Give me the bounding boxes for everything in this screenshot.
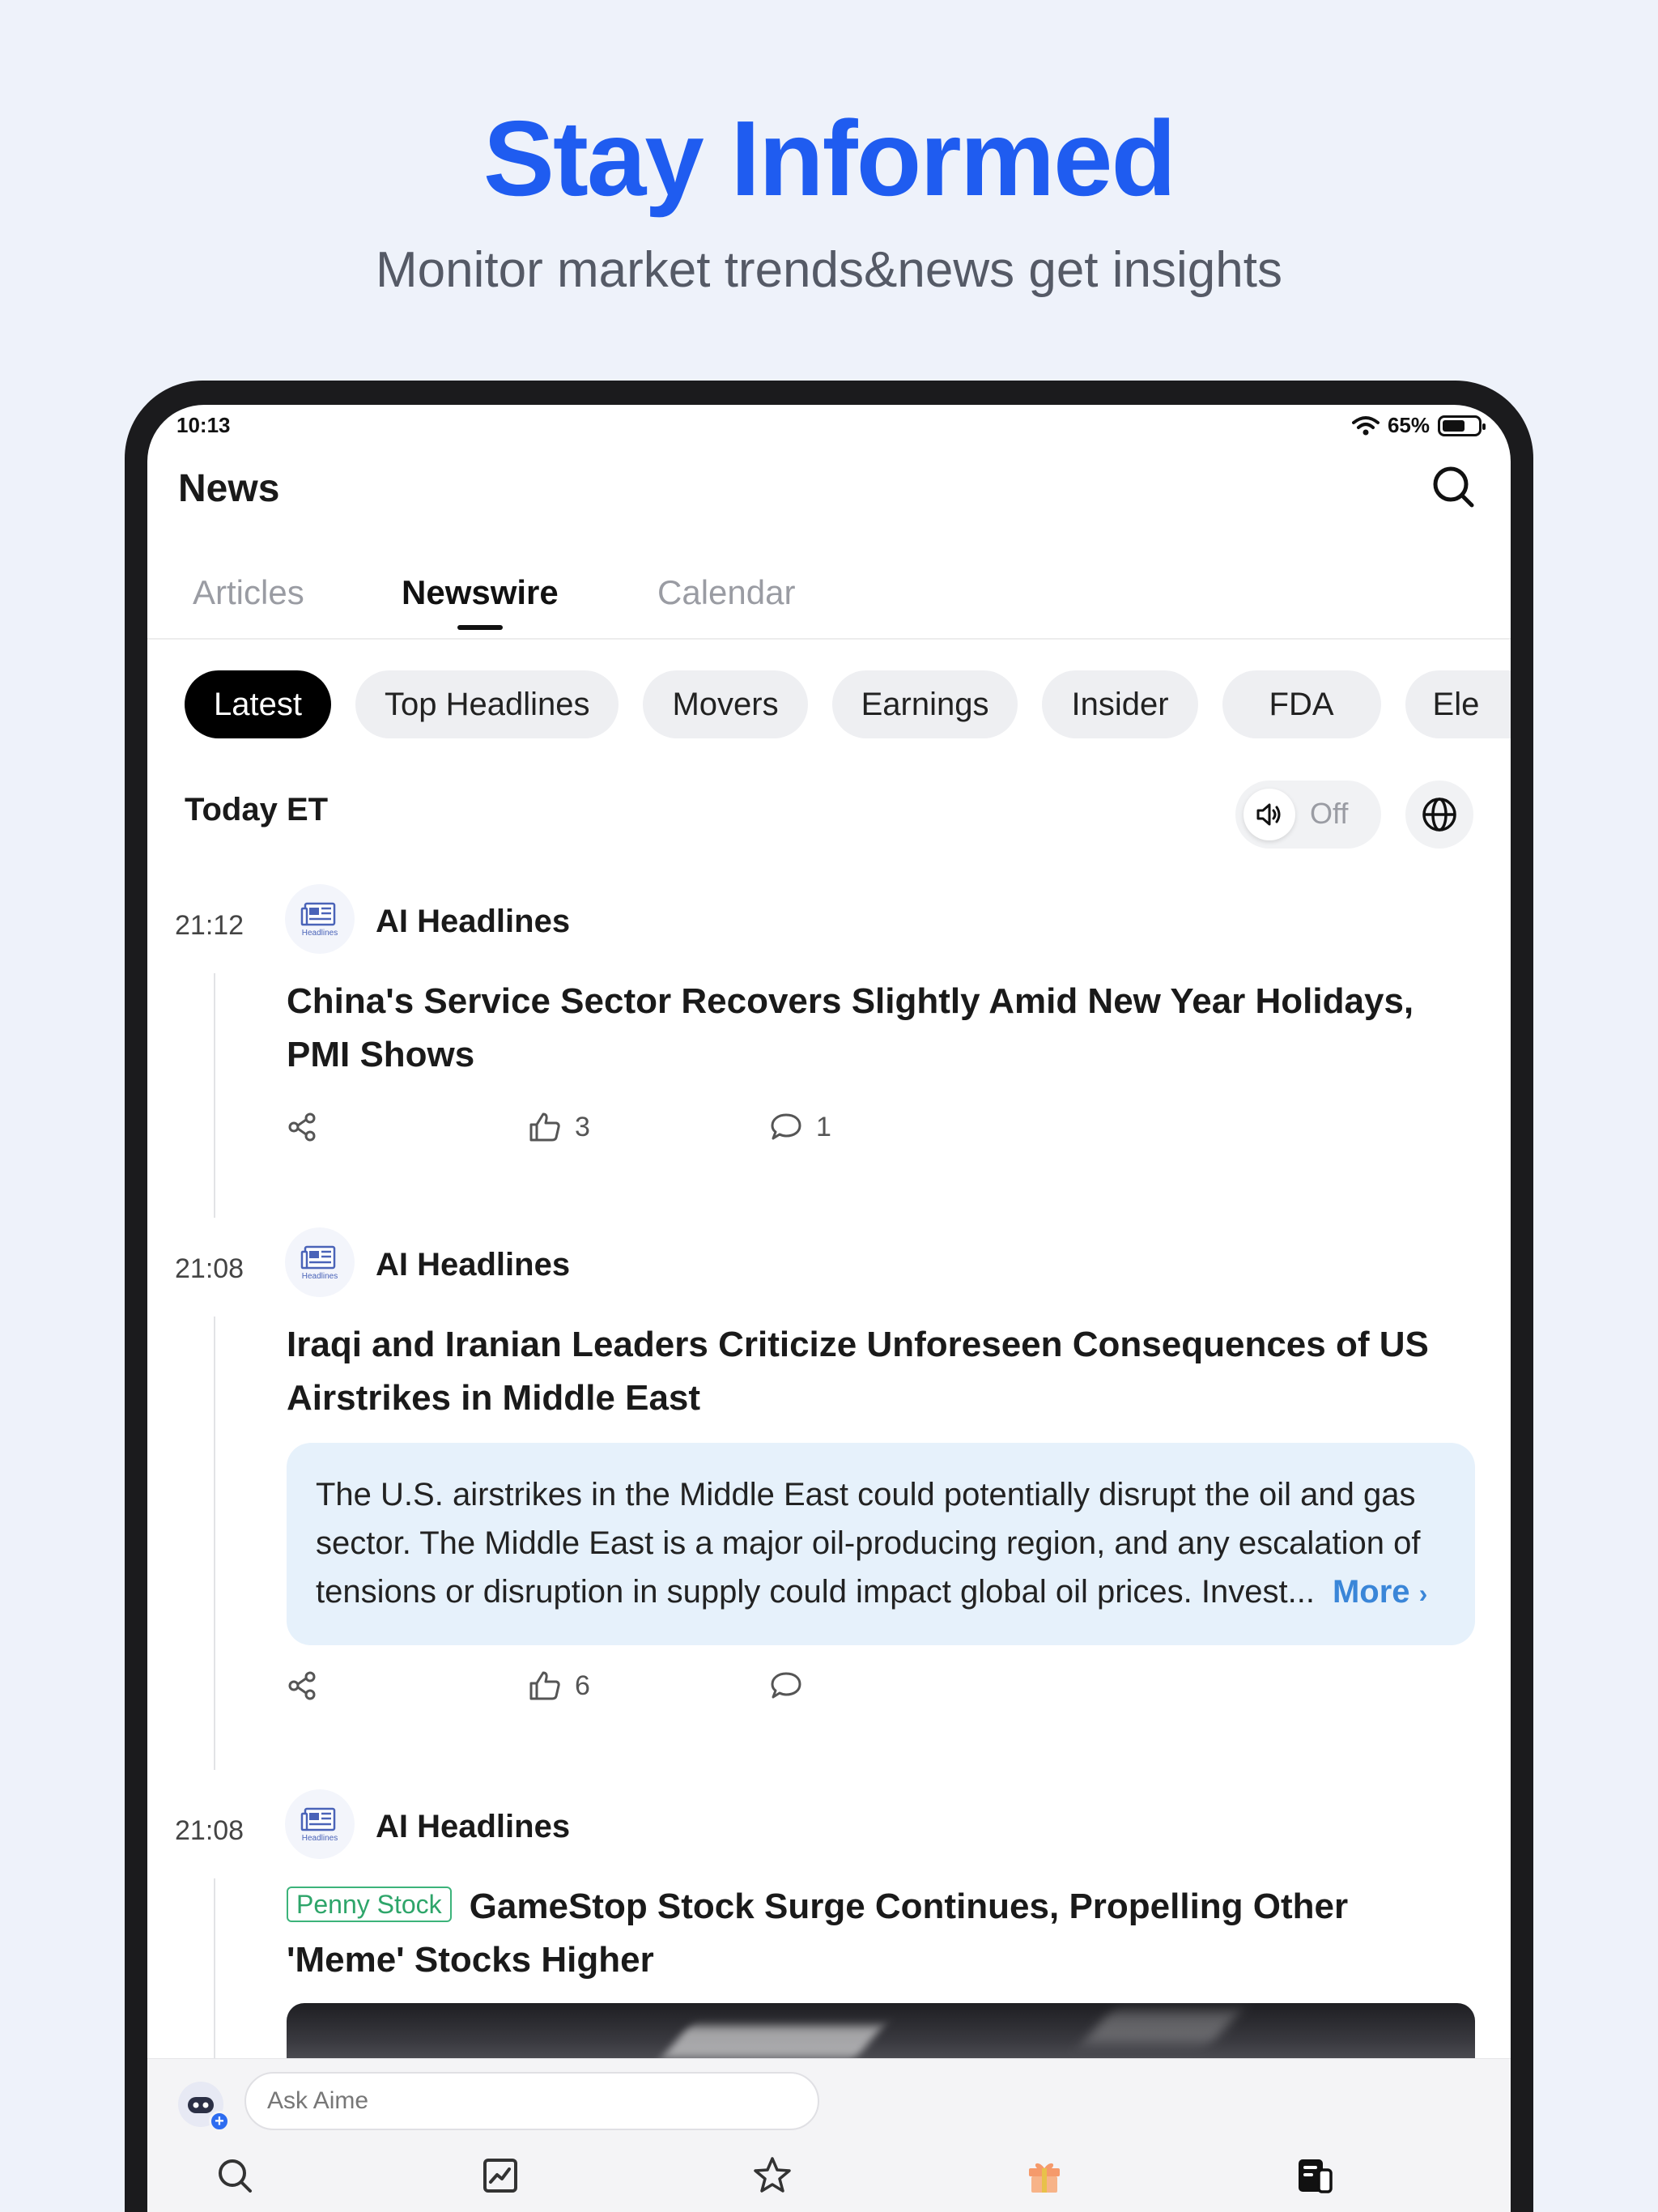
chip-movers[interactable]: Movers [643, 670, 807, 738]
app-screen [147, 405, 1511, 2212]
source-avatar [285, 884, 355, 954]
source-avatar [285, 1227, 355, 1297]
nav-rewards[interactable] [1022, 2153, 1067, 2198]
aime-avatar[interactable] [178, 2082, 224, 2130]
topic-tag[interactable]: Penny Stock [287, 1887, 452, 1922]
news-icon [1295, 2155, 1335, 2196]
share-icon [287, 1670, 319, 1702]
chip-latest[interactable]: Latest [185, 670, 331, 738]
tab-newswire-label: Newswire [402, 573, 559, 611]
chip-earnings[interactable]: Earnings [832, 670, 1018, 738]
news-time: 21:08 [175, 1815, 244, 1846]
nav-watchlist[interactable] [750, 2153, 795, 2198]
like-count: 6 [575, 1670, 590, 1701]
like-button[interactable] [528, 1111, 590, 1143]
more-link[interactable] [1333, 1574, 1427, 1610]
comment-button[interactable] [769, 1670, 816, 1702]
share-icon [287, 1111, 319, 1143]
wifi-icon [1352, 415, 1380, 436]
battery-level [1443, 420, 1465, 432]
source-avatar-caption: Headlines [301, 1833, 338, 1843]
news-headline[interactable]: China's Service Sector Recovers Slightly Amid New Year Holidays, PMI Shows [287, 981, 1414, 1074]
audio-toggle[interactable] [1235, 781, 1381, 849]
source-avatar [285, 1789, 355, 1859]
thumbs-up-icon [528, 1111, 562, 1143]
source-avatar-caption: Headlines [301, 1271, 338, 1281]
news-headline-text: GameStop Stock Surge Continues, Propelling Other 'Meme' Stocks Higher [287, 1887, 1349, 1980]
news-item[interactable] [147, 884, 1511, 1224]
timeline-line [214, 1878, 215, 2073]
comment-icon [769, 1670, 803, 1702]
like-button[interactable] [528, 1670, 590, 1702]
newspaper-icon [300, 1806, 339, 1836]
timeline-line [214, 1317, 215, 1770]
tab-articles[interactable]: Articles [193, 573, 304, 611]
ai-summary-text: The U.S. airstrikes in the Middle East could potentially disrupt the oil and gas sector. The Middle East is a major oil-producing region, and any escalation of tensions or disruption in supply could impact global oil prices. Invest... [316, 1477, 1421, 1610]
section-tabs [147, 551, 1511, 640]
comment-count: 1 [816, 1111, 831, 1142]
tab-calendar[interactable]: Calendar [657, 573, 796, 611]
star-icon [752, 2155, 793, 2196]
audio-toggle-knob [1244, 789, 1295, 840]
comment-icon [769, 1111, 803, 1143]
gift-icon [1024, 2155, 1065, 2196]
nav-markets[interactable] [478, 2153, 523, 2198]
news-time: 21:08 [175, 1253, 244, 1284]
day-label: Today ET [185, 792, 329, 827]
hero-subtitle: Monitor market trends&news get insights [376, 242, 1282, 298]
nav-news[interactable] [1292, 2153, 1337, 2198]
tab-newswire[interactable] [402, 573, 559, 612]
status-indicators [1352, 413, 1482, 438]
news-headline[interactable]: Iraqi and Iranian Leaders Criticize Unforeseen Consequences of US Airstrikes in Middle East [287, 1325, 1429, 1418]
active-tab-indicator [457, 625, 503, 630]
like-count: 3 [575, 1111, 590, 1142]
chart-icon [481, 2156, 520, 2195]
chip-top-headlines[interactable]: Top Headlines [355, 670, 619, 738]
news-item[interactable] [147, 1789, 1511, 2065]
source-avatar-caption: Headlines [301, 928, 338, 938]
timeline-line [214, 973, 215, 1218]
search-button[interactable] [1430, 463, 1478, 512]
globe-icon [1420, 795, 1459, 834]
chip-elections[interactable]: Ele [1405, 670, 1511, 738]
chip-insider[interactable]: Insider [1042, 670, 1197, 738]
comment-button[interactable] [769, 1111, 831, 1143]
speaker-icon [1253, 798, 1286, 831]
bottom-bar [147, 2058, 1511, 2212]
news-source[interactable]: AI Headlines [376, 904, 571, 939]
news-source[interactable]: AI Headlines [376, 1247, 571, 1283]
filter-chips [185, 670, 1511, 738]
page-title: News [178, 467, 280, 510]
status-time: 10:13 [176, 413, 231, 437]
chip-fda[interactable]: FDA [1222, 670, 1381, 738]
search-icon [215, 2156, 254, 2195]
search-icon [1430, 463, 1478, 512]
newspaper-icon [300, 901, 339, 930]
plus-icon: + [209, 2111, 230, 2132]
hero-title: Stay Informed [483, 99, 1175, 218]
chevron-right-icon: › [1418, 1579, 1428, 1608]
battery-icon [1438, 415, 1482, 436]
news-time: 21:12 [175, 910, 244, 941]
nav-search[interactable] [212, 2153, 257, 2198]
news-headline[interactable] [287, 1880, 1460, 1987]
newspaper-icon [300, 1244, 339, 1274]
share-button[interactable] [287, 1111, 319, 1143]
share-button[interactable] [287, 1670, 319, 1702]
battery-percent: 65% [1387, 413, 1430, 437]
news-item[interactable] [147, 1227, 1511, 1786]
ai-summary[interactable] [287, 1443, 1475, 1645]
thumbs-up-icon [528, 1670, 562, 1702]
audio-toggle-label: Off [1310, 797, 1349, 830]
language-button[interactable] [1405, 781, 1473, 849]
more-link-label: More [1332, 1574, 1410, 1610]
news-source[interactable]: AI Headlines [376, 1809, 571, 1844]
ask-aime-input[interactable] [244, 2072, 819, 2130]
